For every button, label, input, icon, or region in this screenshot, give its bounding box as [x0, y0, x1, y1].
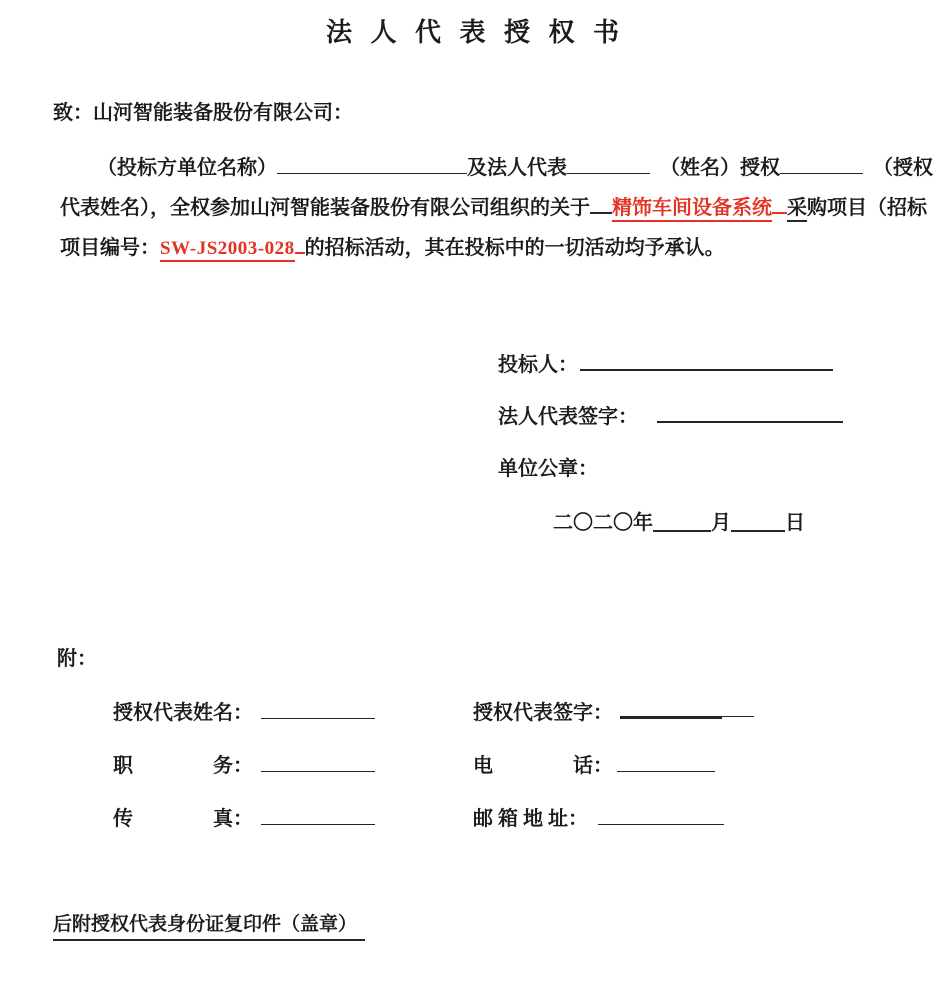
position-row [93, 721, 375, 777]
email-blank[interactable] [598, 809, 724, 825]
rep-sign-blank[interactable] [620, 701, 722, 719]
legal-rep-signature-row [498, 402, 843, 432]
company-seal-label: 单位公章： [498, 458, 598, 480]
line1-text-2: 及法人代表 [467, 157, 567, 179]
line2-text-3: 购项目（招标 [807, 197, 927, 219]
phone-row [453, 721, 715, 777]
phone-blank[interactable] [617, 756, 715, 772]
attachment-heading: 附： [57, 648, 97, 670]
body-paragraph [60, 148, 951, 268]
phone-label: 电 话： [473, 755, 613, 777]
email-row [453, 774, 724, 830]
fax-blank[interactable] [261, 809, 375, 825]
paragraph-line-1 [60, 148, 951, 188]
line1-text-4: （授权 [873, 157, 933, 179]
fax-row [93, 774, 375, 830]
rep-name-label: 授权代表姓名： [113, 702, 253, 724]
legal-rep-name-blank[interactable] [567, 158, 650, 174]
line1-text-3: （姓名）授权 [660, 157, 780, 179]
bidder-signature-row [498, 350, 833, 380]
page-title: 法 人 代 表 授 权 书 [325, 18, 625, 47]
email-label: 邮 箱 地 址： [473, 808, 588, 830]
date-month-text: 月 [711, 512, 731, 534]
date-day-text: 日 [785, 512, 805, 534]
date-day-blank[interactable] [731, 515, 785, 532]
footer-note: 后附授权代表身份证复印件（盖章） [53, 909, 365, 941]
paragraph-line-3 [60, 228, 951, 268]
date-row [553, 508, 805, 538]
salutation-line: 致：山河智能装备股份有限公司： [53, 102, 353, 124]
bidder-signature-blank[interactable] [580, 354, 833, 371]
line3-text-1: 项目编号： [60, 237, 160, 259]
date-month-blank[interactable] [653, 515, 711, 532]
line3-text-2: 的招标活动，其在投标中的一切活动均予承认。 [304, 237, 725, 259]
tender-code-highlight: SW-JS2003-028 [160, 238, 295, 262]
bidder-name-blank[interactable] [277, 158, 467, 174]
project-name-highlight: 精饰车间设备系统 [612, 197, 772, 222]
authorized-rep-name-blank[interactable] [780, 158, 863, 174]
position-blank[interactable] [261, 756, 375, 772]
underline-gap-red-small [295, 237, 305, 254]
legal-rep-signature-blank[interactable] [657, 406, 843, 423]
underline-gap-red [772, 197, 787, 214]
company-seal-row [498, 454, 598, 484]
underline-gap-black [590, 197, 612, 214]
line2-text-1: 代表姓名），全权参加山河智能装备股份有限公司组织的关于 [60, 197, 590, 219]
rep-sign-row [453, 668, 754, 724]
rep-sign-blank-tail [722, 701, 754, 717]
rep-name-row [93, 668, 375, 724]
bidder-label: 投标人： [498, 354, 578, 376]
rep-sign-label: 授权代表签字： [473, 702, 613, 724]
position-label: 职 务： [113, 755, 253, 777]
line1-text-1: （投标方单位名称） [97, 157, 277, 179]
paragraph-line-2 [60, 188, 951, 228]
fax-label: 传 真： [113, 808, 253, 830]
line2-text-2: 采 [787, 197, 807, 222]
legal-rep-sign-label: 法人代表签字： [498, 406, 638, 428]
rep-name-blank[interactable] [261, 703, 375, 719]
date-year-text: 二〇二〇年 [553, 512, 653, 534]
